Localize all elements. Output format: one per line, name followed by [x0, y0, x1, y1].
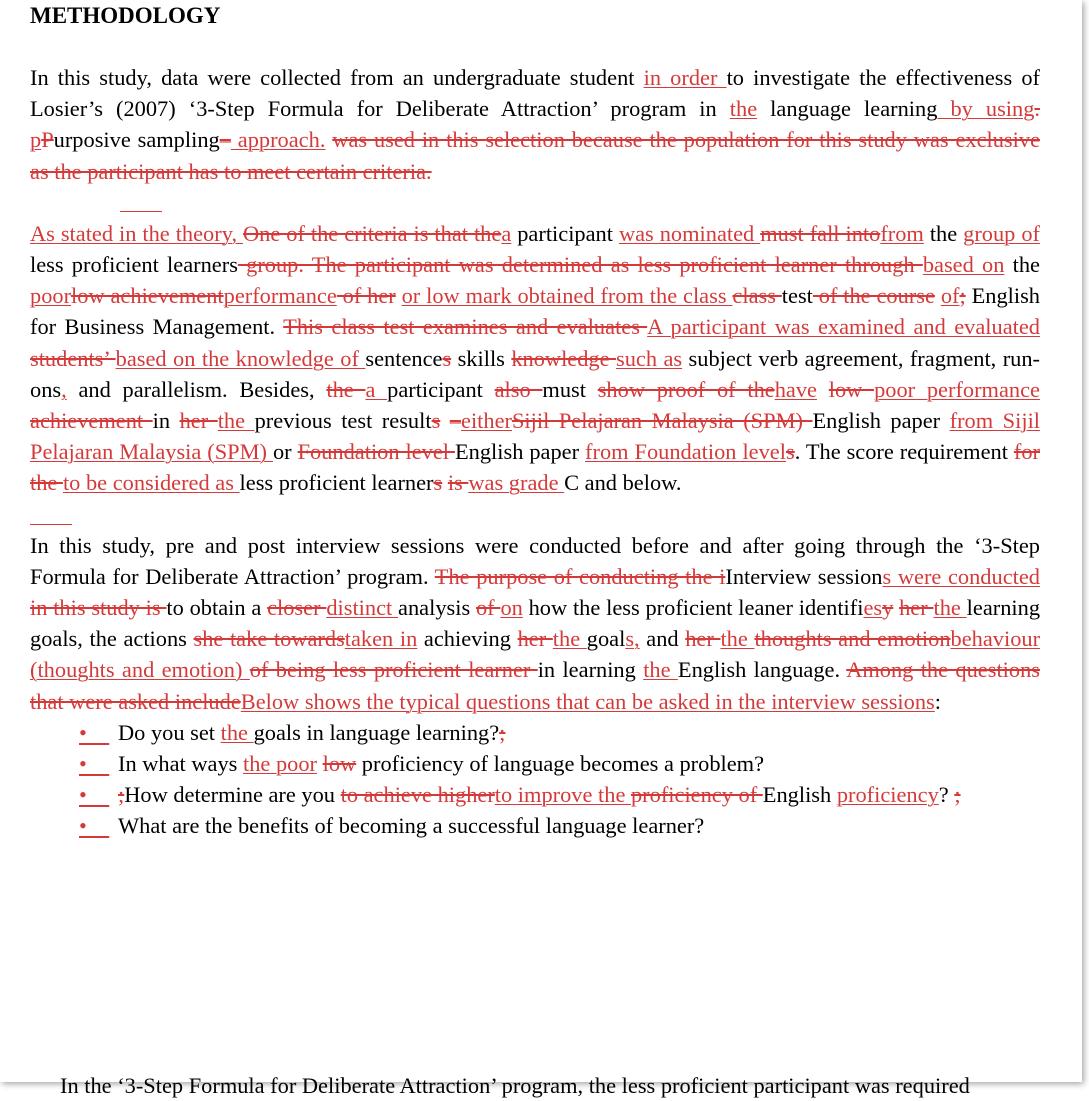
- body-text: goal: [586, 626, 626, 652]
- deleted-text: P: [41, 127, 54, 153]
- deleted-text: her: [899, 595, 934, 621]
- inserted-text: ,: [61, 376, 67, 402]
- inserted-text: taken in: [344, 626, 418, 652]
- body-text: . The score requirement: [794, 439, 1014, 465]
- inserted-text: of: [940, 283, 960, 309]
- inserted-text: such as: [615, 345, 683, 371]
- inserted-text: behaviour (thoughts and emotion): [30, 626, 1041, 683]
- inserted-text: to improve the: [494, 782, 631, 808]
- deleted-text: also: [494, 376, 543, 402]
- deleted-text: of being less proficient learner: [249, 657, 538, 683]
- question-item: [80, 779, 1040, 810]
- body-text: goals in language learning?: [253, 719, 500, 745]
- body-text: Do you set: [118, 719, 221, 745]
- deleted-text: her: [517, 626, 553, 652]
- deleted-text: One of the criteria is that the: [243, 220, 502, 246]
- inserted-text: poor performance: [874, 376, 1040, 402]
- body-text: achieving: [417, 626, 518, 652]
- body-text: to investigate the effectiveness of Losier’s (2007) ‘3-Step Formula for Deliberate Attraction’ program in: [30, 65, 1040, 122]
- bullet-icon: •: [79, 719, 110, 745]
- inserted-text: the: [217, 408, 255, 434]
- deleted-text: s: [442, 345, 452, 371]
- body-text: must: [542, 376, 598, 402]
- inserted-text: es: [863, 595, 883, 621]
- revision-mark: [120, 211, 162, 213]
- deleted-text: –: [449, 408, 461, 434]
- body-text: What are the benefits of becoming a successful language learner?: [118, 813, 705, 839]
- body-text: In this study, pre and post interview sessions were conducted before and after going through the ‘3-Step Formula for Deliberate Attraction’ program.: [30, 532, 1040, 589]
- body-text: less proficient learners: [30, 252, 238, 278]
- inserted-text: by using: [937, 96, 1035, 122]
- body-text: and: [639, 626, 686, 652]
- deleted-text: the: [326, 376, 366, 402]
- deleted-text: low achievement: [71, 283, 224, 309]
- deleted-text: students’: [30, 345, 116, 371]
- deleted-text: of the course: [812, 283, 935, 309]
- inserted-text: based on the knowledge of: [115, 345, 366, 371]
- deleted-text: low: [322, 751, 357, 777]
- inserted-text: from: [880, 220, 924, 246]
- blank-line: [30, 499, 1040, 530]
- body-text: ?: [938, 782, 955, 808]
- cutoff-line-text: In the ‘3-Step Formula for Deliberate Attraction’ program, the less proficient participant was required: [60, 1073, 970, 1098]
- body-text: English paper: [812, 408, 950, 434]
- body-text: or: [272, 439, 298, 465]
- inserted-text: distinct: [326, 595, 399, 621]
- body-text: [817, 377, 829, 402]
- inserted-text: s were conducted: [882, 563, 1040, 589]
- bullet-icon: •: [79, 751, 110, 777]
- inserted-text: proficiency: [836, 782, 939, 808]
- question-item: [80, 748, 1040, 779]
- body-text: analysis: [398, 595, 476, 621]
- inserted-text: poor: [30, 283, 72, 309]
- inserted-text: on: [500, 595, 523, 621]
- inserted-text: the: [720, 626, 755, 652]
- paragraph-interview-sessions: [30, 530, 1040, 717]
- deleted-text: s: [431, 408, 441, 434]
- deleted-text: low: [828, 376, 875, 402]
- body-text: English: [762, 782, 837, 808]
- deleted-text: for the: [30, 439, 1040, 496]
- deleted-text: thoughts and emotion: [754, 626, 951, 652]
- inserted-text: the poor: [243, 751, 317, 777]
- deleted-text: ;: [959, 283, 966, 309]
- body-text: how the less proficient leaner identifi: [522, 595, 864, 621]
- deleted-text: .: [1034, 96, 1041, 122]
- deleted-text: ;: [954, 782, 961, 808]
- question-item: [80, 810, 1040, 841]
- deleted-text: selection because the population for this study was exclusive as the participant has to meet certain criteria.: [30, 127, 1041, 184]
- cutoff-next-line: [60, 1073, 1040, 1098]
- inserted-text: approach.: [230, 127, 326, 153]
- bullet-icon: •: [79, 813, 110, 839]
- paragraph-sampling: [30, 62, 1040, 187]
- body-text: English for Business Management.: [30, 283, 1040, 340]
- inserted-text: have: [774, 376, 817, 402]
- deleted-text: s: [785, 439, 795, 465]
- inserted-text: either: [461, 408, 512, 434]
- inserted-text: Below shows the typical questions that can be asked in the interview sessions: [240, 688, 935, 714]
- deleted-text: to achieve higher: [340, 782, 495, 808]
- deleted-text: knowledge: [511, 345, 616, 371]
- inserted-text: from Sijil Pelajaran Malaysia (SPM): [30, 408, 1041, 465]
- bullet-icon: •: [79, 782, 110, 808]
- deleted-text: of: [475, 595, 501, 621]
- body-text: language learning: [757, 96, 938, 122]
- deleted-text: achievement: [30, 408, 153, 434]
- body-text: test: [781, 283, 813, 309]
- deleted-text: she take towards: [193, 626, 345, 652]
- inserted-text: s,: [625, 626, 640, 652]
- body-text: learning goals, the actions: [30, 595, 1041, 652]
- inserted-text: As stated in the theory,: [30, 220, 244, 246]
- blank-line: [30, 31, 1040, 62]
- question-item: [80, 717, 1040, 748]
- deleted-text: must fall into: [760, 220, 881, 246]
- deleted-text: The purpose of conducting the i: [434, 563, 726, 589]
- inserted-text: A participant was examined and evaluated: [647, 314, 1040, 340]
- body-text: In this study, data were collected from an undergraduate student: [30, 65, 644, 90]
- body-text: in: [152, 408, 180, 434]
- deleted-text: s: [433, 470, 443, 496]
- inserted-text: a: [501, 220, 512, 246]
- body-text: in learning: [537, 657, 644, 683]
- inserted-text: a: [365, 376, 388, 402]
- deleted-text: This class test examines and evaluates: [283, 314, 648, 340]
- body-text: C and below.: [564, 470, 682, 496]
- body-text: less proficient learner: [239, 470, 434, 496]
- deleted-text: –: [219, 127, 231, 153]
- deleted-text: of her: [336, 283, 396, 309]
- deleted-text: in this study is: [30, 595, 167, 621]
- inserted-text: the: [729, 96, 758, 122]
- body-text: urposive sampling: [53, 127, 220, 153]
- inserted-text: the: [933, 595, 967, 621]
- section-heading: METHODOLOGY: [30, 3, 221, 28]
- deleted-text: her: [179, 408, 218, 434]
- body-text: proficiency of language becomes a problem?: [356, 751, 765, 777]
- inserted-text: was nominated: [618, 220, 761, 246]
- deleted-text: Sijil Pelajaran Malaysia (SPM): [511, 408, 813, 434]
- document-body: [30, 0, 1040, 842]
- body-text: the: [923, 220, 964, 246]
- deleted-text: ;: [499, 719, 506, 745]
- inserted-text: the: [643, 657, 678, 683]
- body-text: Interview session: [725, 563, 883, 589]
- body-text: How determine are you: [124, 782, 341, 808]
- inserted-text: in order: [643, 65, 727, 90]
- body-text: sentence: [365, 345, 443, 371]
- deleted-text: show proof of the: [597, 376, 775, 402]
- body-text: participant: [387, 376, 495, 402]
- inserted-text: the: [220, 719, 254, 745]
- deleted-text: is: [447, 470, 469, 496]
- body-text: In what ways: [118, 751, 243, 777]
- inserted-text: based on: [922, 252, 1005, 278]
- deleted-text: group. The participant was determined as less proficient learner through: [237, 252, 923, 278]
- inserted-text: performance: [223, 283, 337, 309]
- inserted-text: from Foundation level: [585, 439, 786, 465]
- deleted-text: class: [732, 283, 782, 309]
- body-text: subject verb agreement, fragment, run-ons: [30, 345, 1040, 402]
- blank-line: [30, 187, 1040, 218]
- deleted-text: ;: [118, 782, 125, 808]
- body-text: [440, 408, 450, 433]
- deleted-text: proficiency of: [630, 782, 763, 808]
- body-text: and parallelism. Besides,: [66, 376, 327, 402]
- question-list: [30, 717, 1040, 842]
- body-text: participant: [511, 220, 619, 246]
- body-text: skills: [451, 345, 512, 371]
- inserted-text: p: [30, 127, 42, 153]
- body-text: previous test result: [254, 408, 432, 434]
- deleted-text: Foundation level: [297, 439, 455, 465]
- inserted-text: or low mark obtained from the class: [401, 283, 733, 309]
- body-text: :: [934, 688, 941, 714]
- inserted-text: group of: [963, 220, 1040, 246]
- inserted-text: to be considered as: [62, 470, 240, 496]
- inserted-text: the: [552, 626, 587, 652]
- deleted-text: Among the questions that were asked include: [30, 657, 1040, 714]
- body-text: English language.: [677, 657, 847, 683]
- deleted-text: her: [685, 626, 721, 652]
- deleted-text: y: [882, 595, 894, 621]
- inserted-text: was grade: [468, 470, 565, 496]
- body-text: the: [1004, 252, 1040, 278]
- body-text: to obtain a: [166, 595, 268, 621]
- deleted-text: closer: [267, 595, 327, 621]
- body-text: English paper: [454, 439, 586, 465]
- revision-mark: [30, 524, 72, 526]
- paragraph-participant-criteria: [30, 218, 1040, 499]
- deleted-text: was used in this: [332, 127, 486, 153]
